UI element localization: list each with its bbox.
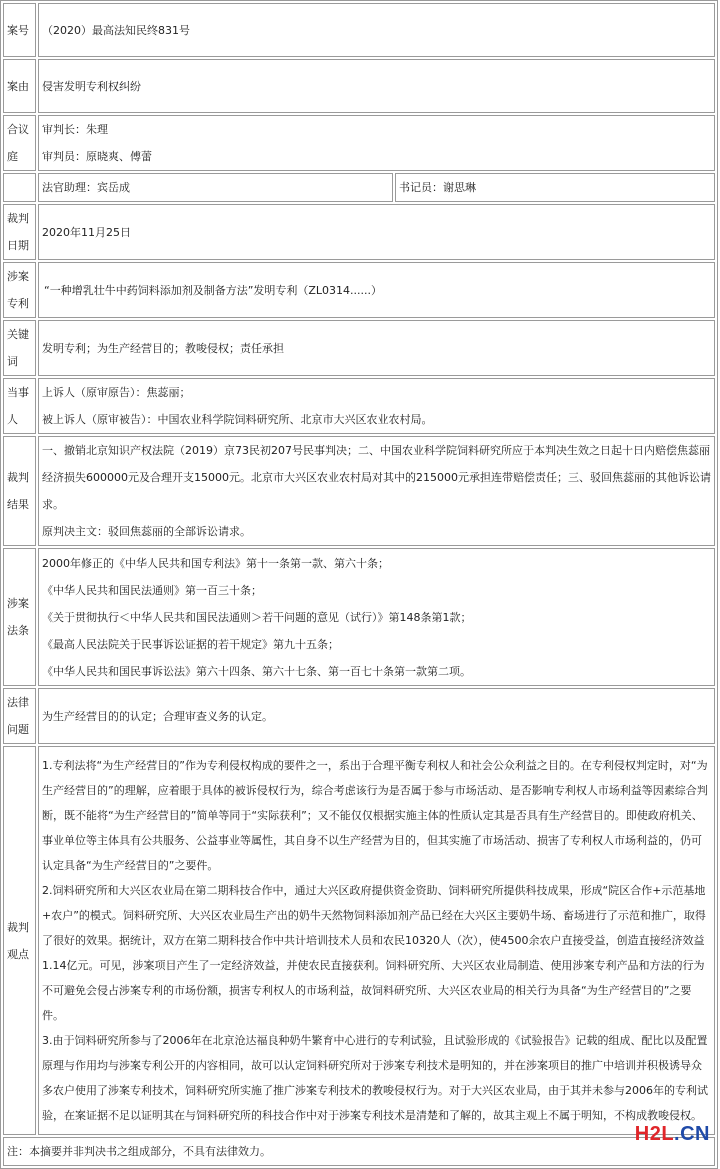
law-item: 《关于贯彻执行＜中华人民共和国民法通则＞若干问题的意见（试行）》第148条第1款；	[42, 610, 472, 624]
view-paragraph-3: 3.由于饲料研究所参与了2006年在北京沧达福良种奶牛繁育中心进行的专利试验，且试验形成的《试验报告》记载的组成、配比以及配置原理与作用均与涉案专利公开的内容相同，故可以认定饲料研究所对于涉案专利技术是明知的，并在涉案项目的推广中培训并积极诱导众多农户使用了涉案专利技术，饲料研究所实施了推广涉案专利技术的教唆侵权行为。对于大兴区农业局，由于其并未参与2006年的专利试验，在案证据不足以证明其在与饲料研究所的科技合作中对于涉案专利技术是清楚和了解的，故其主观上不属于明知，不构成教唆侵权。	[42, 1034, 708, 1122]
row-patent	[3, 262, 715, 318]
value-laws	[38, 548, 715, 686]
law-item: 《最高人民法院关于民事诉讼证据的若干规定》第九十五条；	[42, 637, 339, 651]
watermark-part-2: .CN	[674, 1123, 710, 1145]
label-views: 裁判观点	[3, 746, 36, 1135]
value-recorder: 书记员：谢思琳	[395, 173, 715, 202]
value-keywords: 发明专利；为生产经营目的；教唆侵权；责任承担	[38, 320, 715, 376]
value-judge-assistant: 法官助理：宾岳成	[38, 173, 393, 202]
label-patent: 涉案专利	[3, 262, 36, 318]
value-parties	[38, 378, 715, 434]
label-keywords: 关键词	[3, 320, 36, 376]
watermark-logo	[635, 1123, 710, 1146]
row-cause	[3, 59, 715, 113]
label-case-number: 案号	[3, 3, 36, 57]
watermark-part-1: H2L	[634, 1123, 675, 1145]
row-parties	[3, 378, 715, 434]
value-issue: 为生产经营目的的认定；合理审查义务的认定。	[38, 688, 715, 744]
label-cause: 案由	[3, 59, 36, 113]
row-clerks	[3, 173, 715, 202]
party-appellant: 上诉人（原审原告）：焦蕊丽；	[42, 386, 191, 399]
row-laws	[3, 548, 715, 686]
view-paragraph-2: 2.饲料研究所和大兴区农业局在第二期科技合作中，通过大兴区政府提供资金资助、饲料研究所提供科技成果，形成“院区合作+示范基地+农户”的模式。饲料研究所、大兴区农业局生产出的奶牛天然物饲料添加剂产品已经在大兴区主要奶牛场、畜场进行了示范和推广，取得了很好的效果。据统计，双方在第二期科技合作中共计培训技术人员和农民10320人（次），使4500余农户直接受益，创造直接经济效益1.14亿元。可见，涉案项目产生了一定经济效益，并使农民直接获利。饲料研究所、大兴区农业局制造、使用涉案专利产品和方法的行为不可避免会侵占涉案专利的市场份额，损害专利权人的市场利益，故饲料研究所、大兴区农业局的相关行为具备“为生产经营目的”之要件。	[42, 884, 706, 1022]
row-case-number	[3, 3, 715, 57]
value-cause: 侵害发明专利权纠纷	[38, 59, 715, 113]
label-parties: 当事人	[3, 378, 36, 434]
law-item: 《中华人民共和国民事诉讼法》第六十四条、第六十七条、第一百七十条第一款第二项。	[42, 664, 471, 678]
panel-chief-judge: 审判长：朱理	[42, 123, 108, 136]
law-item: 2000年修正的《中华人民共和国专利法》第十一条第一款、第六十条；	[42, 556, 389, 570]
result-original: 原判决主文：驳回焦蕊丽的全部诉讼请求。	[42, 525, 251, 538]
law-item: 《中华人民共和国民法通则》第一百三十条；	[42, 583, 262, 597]
label-date: 裁判日期	[3, 204, 36, 260]
result-judgment: 一、撤销北京知识产权法院（2019）京73民初207号民事判决；二、中国农业科学院饲料研究所应于本判决生效之日起十日内赔偿焦蕊丽经济损失600000元及合理开支15000元。北京市大兴区农业农村局对其中的215000元承担连带赔偿责任；三、驳回焦蕊丽的其他诉讼请求。	[42, 444, 711, 511]
label-laws: 涉案法条	[3, 548, 36, 686]
value-case-number: （2020）最高法知民终831号	[38, 3, 715, 57]
value-views	[38, 746, 715, 1135]
label-result: 裁判结果	[3, 436, 36, 546]
row-views	[3, 746, 715, 1135]
label-clerks-empty	[3, 173, 36, 202]
row-note	[3, 1137, 715, 1166]
party-appellee: 被上诉人（原审被告）：中国农业科学院饲料研究所、北京市大兴区农业农村局。	[42, 413, 433, 426]
row-date	[3, 204, 715, 260]
label-issue: 法律问题	[3, 688, 36, 744]
patent-text: “一种增乳壮牛中药饲料添加剂及制备方法”发明专利（ZL0314......）	[44, 283, 383, 297]
view-paragraph-1: 1.专利法将“为生产经营目的”作为专利侵权构成的要件之一，系出于合理平衡专利权人和社会公众利益之目的。在专利侵权判定时，对“为生产经营目的”的理解，应着眼于具体的被诉侵权行为，综合考虑该行为是否属于参与市场活动、是否影响专利权人市场利益等因素综合判断，既不能将“为生产经营目的”简单等同于“实际获利”；又不能仅仅根据实施主体的性质认定其是否具有生产经营目的。即使政府机关、事业单位等主体具有公共服务、公益事业等属性，其自身不以生产经营为目的，但其实施了市场活动、损害了专利权人市场利益的，仍可认定具备“为生产经营目的”之要件。	[42, 759, 708, 872]
row-issue	[3, 688, 715, 744]
value-result	[38, 436, 715, 546]
value-date: 2020年11月25日	[38, 204, 715, 260]
row-panel	[3, 115, 715, 171]
row-result	[3, 436, 715, 546]
label-panel: 合议庭	[3, 115, 36, 171]
value-panel	[38, 115, 715, 171]
row-keywords	[3, 320, 715, 376]
disclaimer-note: 注：本摘要并非判决书之组成部分，不具有法律效力。	[3, 1137, 715, 1166]
value-patent	[38, 262, 715, 318]
panel-judges: 审判员：原晓爽、傅蕾	[42, 150, 152, 163]
